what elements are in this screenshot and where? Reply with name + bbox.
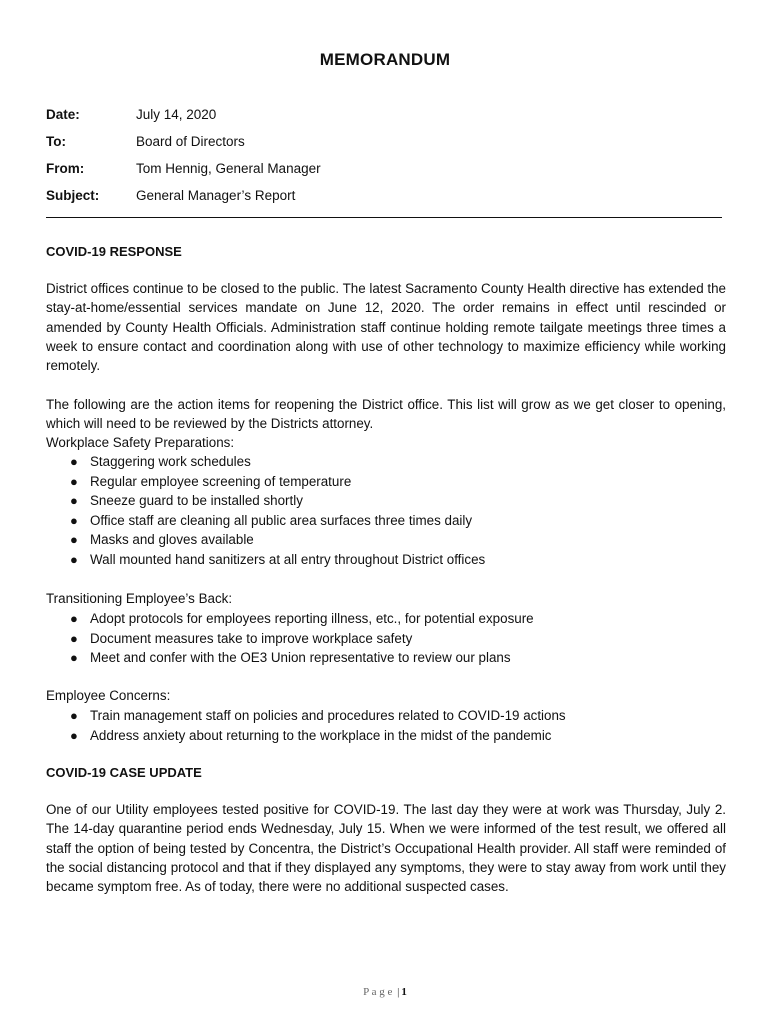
bullet-icon: ●	[70, 512, 78, 528]
bullet-icon: ●	[70, 473, 78, 489]
group-title-transitioning: Transitioning Employee’s Back:	[46, 591, 233, 606]
section-heading-case-update: COVID-19 CASE UPDATE	[46, 765, 202, 780]
list-item: ● Train management staff on policies and procedures related to COVID-19 actions	[46, 706, 566, 726]
list-item: ● Regular employee screening of temperature	[46, 472, 485, 492]
bullet-icon: ●	[70, 532, 78, 548]
list-item: ● Staggering work schedules	[46, 452, 485, 472]
list-item: ● Office staff are cleaning all public area surfaces three times daily	[46, 511, 485, 531]
header-value: General Manager’s Report	[136, 188, 296, 203]
header-divider	[46, 217, 722, 218]
list-item: ● Meet and confer with the OE3 Union representative to review our plans	[46, 648, 534, 668]
list-item: ● Adopt protocols for employees reporting illness, etc., for potential exposure	[46, 609, 534, 629]
page-separator: |	[397, 986, 400, 998]
header-label: To:	[46, 134, 66, 149]
header-label: Subject:	[46, 188, 100, 203]
list-item: ● Document measures take to improve workplace safety	[46, 629, 534, 649]
list-item: ● Masks and gloves available	[46, 530, 485, 550]
page-number: 1	[401, 986, 407, 998]
page-word: P a g e	[363, 986, 393, 998]
section-heading-covid-response: COVID-19 RESPONSE	[46, 244, 182, 259]
memo-title: MEMORANDUM	[319, 50, 451, 69]
bullet-icon: ●	[70, 630, 78, 646]
list-item: ● Wall mounted hand sanitizers at all entry throughout District offices	[46, 550, 485, 570]
bullet-icon: ●	[70, 551, 78, 567]
covid-response-paragraph: District offices continue to be closed to the public. The latest Sacramento County Health directive has extended the stay-at-home/essential services mandate on June 12, 2020. The order remains in effect until rescinded or amended by County Health Officials. Administration staff continue holding remote tailgate meetings three times a week to ensure contact and coordination along with use of other technology to maximize efficiency while working remotely.	[46, 281, 726, 374]
case-update-paragraph: One of our Utility employees tested positive for COVID-19. The last day they were at work was Thursday, July 2. The 14-day quarantine period ends Wednesday, July 15. When we were informed of the test result, we offered all staff the option of being tested by Concentra, the District’s Occupational Health provider. All staff were reminded of the social distancing protocol and that if they displayed any symptoms, they were to stay away from work until they became symptom free. As of today, there were no additional suspected cases.	[46, 802, 726, 895]
group-title-workplace-safety: Workplace Safety Preparations:	[46, 435, 235, 450]
header-label: From:	[46, 161, 85, 176]
header-value: Tom Hennig, General Manager	[136, 161, 321, 176]
bullet-icon: ●	[70, 727, 78, 743]
workplace-safety-list	[46, 452, 485, 570]
bullet-icon: ●	[70, 611, 78, 626]
reopening-intro-paragraph: The following are the action items for reopening the District office. This list will grow as we get closer to opening, which will need to be reviewed by the Districts attorney.	[46, 397, 726, 432]
header-label: Date:	[46, 107, 80, 122]
header-value: Board of Directors	[136, 134, 245, 149]
header-value: July 14, 2020	[136, 107, 217, 122]
page-footer	[0, 986, 770, 998]
bullet-icon: ●	[70, 493, 78, 509]
list-item: ● Address anxiety about returning to the workplace in the midst of the pandemic	[46, 726, 566, 746]
transitioning-list	[46, 609, 534, 668]
list-item: ● Sneeze guard to be installed shortly	[46, 491, 485, 511]
group-title-employee-concerns: Employee Concerns:	[46, 688, 171, 703]
bullet-icon: ●	[70, 708, 78, 723]
employee-concerns-list	[46, 706, 566, 745]
bullet-icon: ●	[70, 454, 78, 469]
bullet-icon: ●	[70, 650, 78, 666]
